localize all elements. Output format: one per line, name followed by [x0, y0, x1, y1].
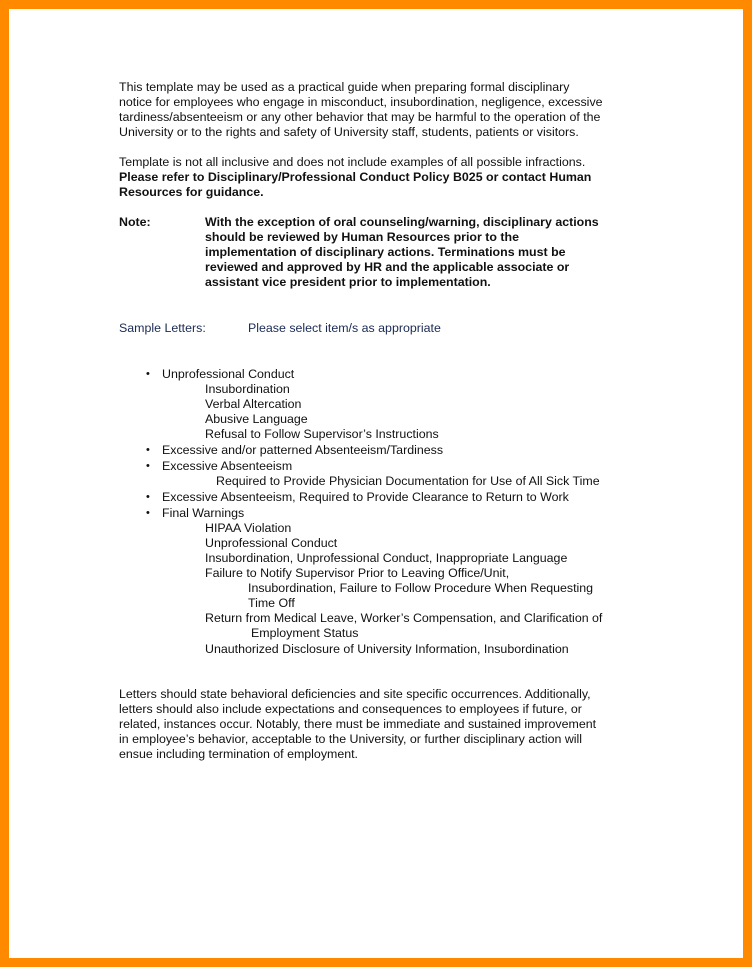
note-line: reviewed and approved by HR and the applicable associate or: [205, 260, 570, 274]
sub-list-item: Insubordination, Unprofessional Conduct, Inappropriate Language: [205, 551, 568, 565]
list-item: Unprofessional Conduct: [162, 367, 295, 381]
sub-list-item: Unauthorized Disclosure of University Information, Insubordination: [205, 642, 569, 656]
sub-list-item: Failure to Notify Supervisor Prior to Leaving Office/Unit,: [205, 566, 510, 580]
closing-line: ensue including termination of employment.: [119, 747, 358, 761]
sub-list-item: Refusal to Follow Supervisor’s Instructions: [205, 427, 439, 441]
note-line: implementation of disciplinary actions. Terminations must be: [205, 245, 566, 259]
sub-list-item: Return from Medical Leave, Worker’s Compensation, and Clarification of: [205, 611, 603, 625]
bullet-icon: •: [146, 444, 150, 456]
sub-list-item-continued: Employment Status: [251, 626, 359, 640]
sample-letters-label: Sample Letters:: [119, 321, 206, 335]
intro-line: notice for employees who engage in misconduct, insubordination, negligence, excessive: [119, 95, 603, 109]
closing-line: related, instances occur. Notably, there must be immediate and sustained improvement: [119, 717, 597, 731]
sub-list-item-continued: Insubordination, Failure to Follow Procedure When Requesting: [248, 581, 594, 595]
bullet-icon: •: [146, 460, 150, 472]
closing-line: letters should also include expectations and consequences to employees if future, or: [119, 702, 582, 716]
list-item: Excessive Absenteeism: [162, 459, 293, 473]
list-item: Final Warnings: [162, 506, 245, 520]
list-item: Excessive Absenteeism, Required to Provide Clearance to Return to Work: [162, 490, 569, 504]
sub-list-item: HIPAA Violation: [205, 521, 292, 535]
sub-list-item: Required to Provide Physician Documentation for Use of All Sick Time: [216, 474, 600, 488]
sub-list-item: Insubordination: [205, 382, 290, 396]
bullet-icon: •: [146, 491, 150, 503]
closing-line: in employee’s behavior, acceptable to the University, or further disciplinary action will: [119, 732, 583, 746]
bullet-icon: •: [146, 368, 150, 380]
intro-line: University or to the rights and safety of University staff, students, patients or visitors.: [119, 125, 579, 139]
sub-list-item-continued: Time Off: [248, 596, 295, 610]
sample-letters-instruction: Please select item/s as appropriate: [248, 321, 441, 335]
note-line: assistant vice president prior to implementation.: [205, 275, 491, 289]
note-label: Note:: [119, 215, 151, 229]
bullet-icon: •: [146, 507, 150, 519]
template-note-line: Template is not all inclusive and does not include examples of all possible infractions.: [119, 155, 586, 169]
intro-line: This template may be used as a practical guide when preparing formal disciplinary: [119, 80, 570, 94]
sub-list-item: Verbal Altercation: [205, 397, 302, 411]
policy-reference: Resources for guidance.: [119, 185, 264, 199]
list-item: Excessive and/or patterned Absenteeism/Tardiness: [162, 443, 444, 457]
policy-reference: Please refer to Disciplinary/Professional Conduct Policy B025 or contact Human: [119, 170, 592, 184]
sub-list-item: Abusive Language: [205, 412, 308, 426]
closing-line: Letters should state behavioral deficiencies and site specific occurrences. Additionally,: [119, 687, 591, 701]
note-line: should be reviewed by Human Resources prior to the: [205, 230, 519, 244]
sub-list-item: Unprofessional Conduct: [205, 536, 338, 550]
intro-line: tardiness/absenteeism or any other behavior that may be harmful to the operation of the: [119, 110, 601, 124]
note-line: With the exception of oral counseling/warning, disciplinary actions: [205, 215, 599, 229]
